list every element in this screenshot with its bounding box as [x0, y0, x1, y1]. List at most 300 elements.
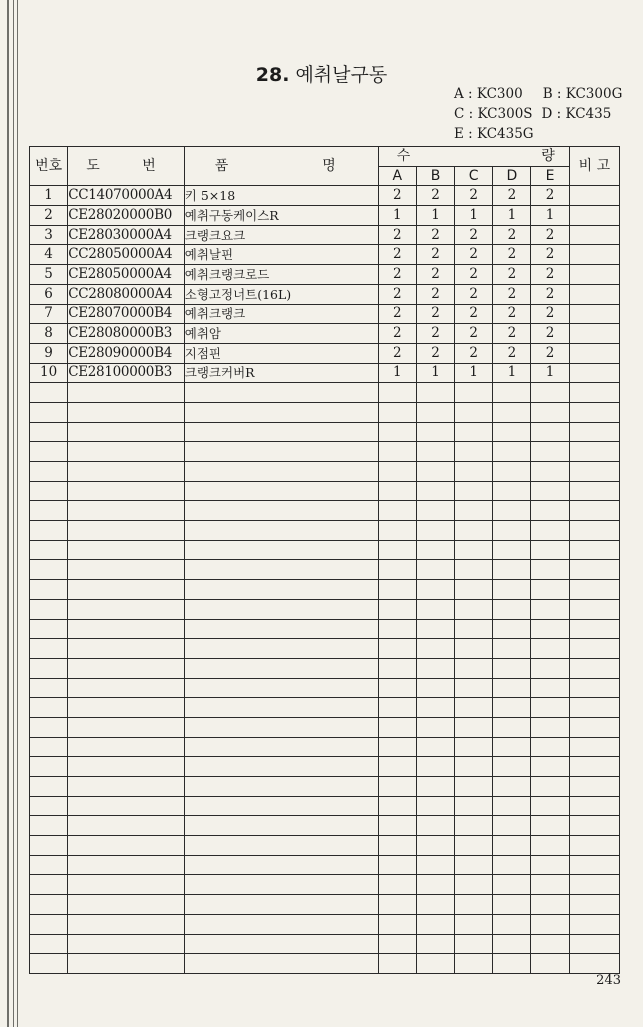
empty-cell [416, 678, 454, 698]
empty-cell [378, 619, 416, 639]
empty-cell [531, 658, 569, 678]
empty-cell [531, 698, 569, 718]
empty-cell [416, 796, 454, 816]
empty-cell [30, 796, 68, 816]
empty-row [30, 717, 620, 737]
header-name: 품 명 [184, 147, 378, 186]
part-code: CE28030000A4 [68, 225, 185, 245]
empty-row [30, 777, 620, 797]
empty-cell [378, 757, 416, 777]
empty-cell [184, 914, 378, 934]
empty-cell [378, 521, 416, 541]
part-name: 예취암 [184, 324, 378, 344]
empty-cell [184, 678, 378, 698]
empty-cell [378, 402, 416, 422]
empty-cell [416, 481, 454, 501]
empty-cell [416, 580, 454, 600]
empty-row [30, 422, 620, 442]
empty-row [30, 895, 620, 915]
empty-cell [184, 639, 378, 659]
empty-cell [569, 816, 619, 836]
empty-cell [493, 757, 531, 777]
empty-cell [531, 619, 569, 639]
empty-cell [569, 658, 619, 678]
empty-cell [378, 954, 416, 974]
empty-cell [184, 560, 378, 580]
table-row [30, 324, 620, 344]
empty-cell [455, 442, 493, 462]
empty-cell [68, 442, 185, 462]
empty-cell [68, 462, 185, 482]
empty-cell [455, 658, 493, 678]
empty-cell [378, 836, 416, 856]
empty-cell [493, 954, 531, 974]
empty-cell [378, 796, 416, 816]
empty-cell [378, 658, 416, 678]
quantity-cell: 1 [378, 363, 416, 383]
empty-cell [493, 914, 531, 934]
empty-row [30, 639, 620, 659]
empty-cell [569, 422, 619, 442]
empty-cell [531, 599, 569, 619]
empty-cell [416, 855, 454, 875]
empty-row [30, 580, 620, 600]
empty-cell [68, 737, 185, 757]
remarks-cell [569, 343, 619, 363]
quantity-cell: 2 [455, 225, 493, 245]
empty-cell [455, 501, 493, 521]
empty-cell [493, 540, 531, 560]
page-number: 243 [596, 973, 621, 988]
empty-cell [184, 402, 378, 422]
empty-cell [184, 895, 378, 915]
empty-cell [531, 934, 569, 954]
empty-cell [455, 855, 493, 875]
quantity-cell: 2 [378, 324, 416, 344]
empty-cell [378, 540, 416, 560]
empty-cell [569, 698, 619, 718]
quantity-cell: 2 [416, 265, 454, 285]
section-number: 28. [255, 64, 290, 86]
empty-cell [378, 855, 416, 875]
empty-cell [68, 914, 185, 934]
empty-cell [184, 816, 378, 836]
empty-cell [531, 875, 569, 895]
empty-cell [493, 875, 531, 895]
part-name: 지점핀 [184, 343, 378, 363]
empty-cell [569, 796, 619, 816]
empty-cell [455, 954, 493, 974]
empty-cell [455, 875, 493, 895]
quantity-cell: 1 [531, 363, 569, 383]
empty-cell [493, 383, 531, 403]
empty-cell [493, 737, 531, 757]
empty-cell [416, 619, 454, 639]
empty-cell [184, 875, 378, 895]
empty-cell [531, 737, 569, 757]
empty-cell [184, 580, 378, 600]
legend-entry: B : KC300G [542, 86, 623, 102]
row-number: 2 [30, 206, 68, 226]
empty-cell [378, 816, 416, 836]
empty-cell [184, 658, 378, 678]
binding-line [7, 0, 9, 1027]
empty-cell [378, 560, 416, 580]
section-name: 예취날구동 [295, 64, 388, 86]
remarks-cell [569, 324, 619, 344]
empty-cell [569, 855, 619, 875]
empty-cell [68, 619, 185, 639]
empty-cell [416, 422, 454, 442]
part-code: CE28020000B0 [68, 206, 185, 226]
remarks-cell [569, 363, 619, 383]
binding-line [13, 0, 14, 1027]
legend-entry: A : KC300 [454, 86, 523, 102]
empty-cell [493, 796, 531, 816]
empty-cell [30, 658, 68, 678]
table-row [30, 284, 620, 304]
empty-cell [569, 836, 619, 856]
quantity-cell: 1 [455, 206, 493, 226]
empty-row [30, 816, 620, 836]
empty-cell [569, 678, 619, 698]
empty-cell [531, 481, 569, 501]
binding-line [17, 0, 18, 1027]
quantity-cell: 2 [493, 284, 531, 304]
quantity-cell: 2 [416, 186, 454, 206]
quantity-cell: 1 [493, 206, 531, 226]
quantity-cell: 2 [455, 245, 493, 265]
empty-row [30, 698, 620, 718]
empty-cell [378, 462, 416, 482]
empty-cell [455, 422, 493, 442]
empty-cell [531, 639, 569, 659]
empty-cell [493, 777, 531, 797]
part-code: CE28100000B3 [68, 363, 185, 383]
header-model-b: B [416, 166, 454, 186]
empty-cell [68, 895, 185, 915]
empty-cell [493, 402, 531, 422]
empty-cell [455, 796, 493, 816]
quantity-cell: 2 [493, 304, 531, 324]
header-model-d: D [493, 166, 531, 186]
empty-cell [378, 383, 416, 403]
empty-cell [68, 698, 185, 718]
quantity-cell: 2 [455, 343, 493, 363]
empty-cell [184, 540, 378, 560]
empty-cell [531, 796, 569, 816]
quantity-cell: 1 [531, 206, 569, 226]
empty-cell [569, 481, 619, 501]
empty-cell [455, 895, 493, 915]
table-row [30, 245, 620, 265]
table-row [30, 206, 620, 226]
empty-cell [184, 836, 378, 856]
empty-cell [493, 934, 531, 954]
empty-cell [416, 462, 454, 482]
quantity-cell: 1 [416, 206, 454, 226]
empty-cell [68, 678, 185, 698]
empty-cell [531, 836, 569, 856]
quantity-cell: 2 [378, 265, 416, 285]
quantity-cell: 2 [531, 225, 569, 245]
empty-cell [378, 599, 416, 619]
row-number: 1 [30, 186, 68, 206]
empty-cell [569, 501, 619, 521]
quantity-cell: 2 [378, 245, 416, 265]
empty-cell [184, 717, 378, 737]
empty-cell [184, 462, 378, 482]
quantity-cell: 2 [531, 186, 569, 206]
remarks-cell [569, 206, 619, 226]
empty-cell [493, 521, 531, 541]
empty-cell [184, 383, 378, 403]
row-number: 5 [30, 265, 68, 285]
row-number: 10 [30, 363, 68, 383]
empty-cell [30, 639, 68, 659]
empty-cell [416, 698, 454, 718]
part-name: 예취구동케이스R [184, 206, 378, 226]
empty-row [30, 402, 620, 422]
empty-cell [378, 678, 416, 698]
empty-cell [30, 954, 68, 974]
empty-cell [68, 875, 185, 895]
part-code: CE28080000B3 [68, 324, 185, 344]
part-code: CC28050000A4 [68, 245, 185, 265]
empty-cell [531, 521, 569, 541]
empty-cell [378, 442, 416, 462]
empty-cell [30, 875, 68, 895]
section-title [0, 60, 643, 87]
empty-cell [531, 757, 569, 777]
empty-cell [493, 442, 531, 462]
empty-cell [455, 836, 493, 856]
empty-cell [569, 383, 619, 403]
quantity-cell: 1 [493, 363, 531, 383]
table-row [30, 225, 620, 245]
legend-row [454, 84, 622, 104]
remarks-cell [569, 245, 619, 265]
quantity-cell: 1 [455, 363, 493, 383]
empty-cell [68, 954, 185, 974]
quantity-cell: 2 [531, 324, 569, 344]
empty-cell [30, 737, 68, 757]
row-number: 8 [30, 324, 68, 344]
remarks-cell [569, 284, 619, 304]
part-name: 예취크랭크 [184, 304, 378, 324]
empty-cell [68, 383, 185, 403]
empty-cell [531, 540, 569, 560]
empty-cell [184, 934, 378, 954]
empty-cell [30, 481, 68, 501]
empty-cell [569, 580, 619, 600]
empty-cell [531, 914, 569, 934]
part-name: 소형고정너트(16L) [184, 284, 378, 304]
empty-cell [569, 442, 619, 462]
empty-cell [416, 954, 454, 974]
empty-cell [455, 678, 493, 698]
empty-cell [569, 521, 619, 541]
empty-cell [68, 639, 185, 659]
quantity-cell: 1 [416, 363, 454, 383]
empty-cell [378, 580, 416, 600]
empty-row [30, 678, 620, 698]
empty-cell [531, 580, 569, 600]
table-row [30, 265, 620, 285]
empty-cell [68, 658, 185, 678]
empty-cell [455, 481, 493, 501]
empty-cell [416, 895, 454, 915]
empty-cell [378, 875, 416, 895]
empty-cell [531, 560, 569, 580]
remarks-cell [569, 265, 619, 285]
empty-cell [455, 777, 493, 797]
empty-cell [493, 678, 531, 698]
empty-cell [416, 777, 454, 797]
empty-cell [416, 383, 454, 403]
empty-row [30, 501, 620, 521]
empty-cell [455, 757, 493, 777]
empty-cell [455, 540, 493, 560]
row-number: 9 [30, 343, 68, 363]
row-number: 6 [30, 284, 68, 304]
empty-cell [455, 737, 493, 757]
empty-cell [378, 717, 416, 737]
empty-cell [455, 717, 493, 737]
quantity-cell: 2 [378, 284, 416, 304]
empty-cell [493, 422, 531, 442]
empty-cell [569, 895, 619, 915]
empty-cell [493, 658, 531, 678]
empty-cell [30, 757, 68, 777]
empty-cell [68, 717, 185, 737]
empty-cell [184, 855, 378, 875]
quantity-cell: 2 [416, 324, 454, 344]
empty-cell [68, 521, 185, 541]
empty-cell [378, 639, 416, 659]
quantity-cell: 2 [493, 186, 531, 206]
empty-cell [30, 914, 68, 934]
empty-cell [493, 717, 531, 737]
quantity-cell: 2 [455, 265, 493, 285]
empty-cell [68, 540, 185, 560]
table-row [30, 186, 620, 206]
empty-cell [184, 777, 378, 797]
empty-cell [493, 599, 531, 619]
empty-cell [184, 521, 378, 541]
empty-cell [378, 777, 416, 797]
empty-cell [569, 560, 619, 580]
empty-cell [569, 914, 619, 934]
empty-cell [184, 757, 378, 777]
empty-cell [68, 757, 185, 777]
quantity-cell: 2 [531, 245, 569, 265]
part-code: CE28050000A4 [68, 265, 185, 285]
empty-cell [30, 895, 68, 915]
part-name: 키 5×18 [184, 186, 378, 206]
header-model-a: A [378, 166, 416, 186]
empty-cell [531, 462, 569, 482]
empty-cell [184, 481, 378, 501]
header-remarks: 비 고 [569, 147, 619, 186]
empty-row [30, 521, 620, 541]
part-code: CE28090000B4 [68, 343, 185, 363]
empty-cell [531, 954, 569, 974]
empty-cell [68, 816, 185, 836]
empty-cell [455, 599, 493, 619]
remarks-cell [569, 304, 619, 324]
empty-cell [30, 717, 68, 737]
empty-cell [531, 442, 569, 462]
empty-cell [184, 698, 378, 718]
header-quantity: 수 량 [378, 147, 569, 167]
empty-row [30, 855, 620, 875]
empty-cell [378, 501, 416, 521]
empty-row [30, 914, 620, 934]
quantity-cell: 2 [493, 225, 531, 245]
empty-cell [531, 717, 569, 737]
empty-cell [493, 501, 531, 521]
part-name: 예취크랭크로드 [184, 265, 378, 285]
part-code: CC28080000A4 [68, 284, 185, 304]
quantity-cell: 2 [455, 324, 493, 344]
empty-cell [569, 462, 619, 482]
empty-cell [531, 678, 569, 698]
empty-row [30, 658, 620, 678]
empty-cell [569, 757, 619, 777]
empty-cell [30, 698, 68, 718]
empty-cell [493, 462, 531, 482]
empty-cell [378, 481, 416, 501]
part-code: CC14070000A4 [68, 186, 185, 206]
quantity-cell: 2 [493, 265, 531, 285]
empty-cell [184, 619, 378, 639]
empty-cell [30, 619, 68, 639]
model-legend [454, 84, 622, 144]
empty-row [30, 383, 620, 403]
empty-row [30, 875, 620, 895]
empty-row [30, 442, 620, 462]
empty-cell [531, 402, 569, 422]
empty-cell [531, 501, 569, 521]
empty-cell [416, 816, 454, 836]
empty-row [30, 619, 620, 639]
empty-cell [184, 422, 378, 442]
empty-cell [30, 462, 68, 482]
empty-cell [455, 383, 493, 403]
empty-cell [493, 855, 531, 875]
empty-cell [416, 757, 454, 777]
empty-cell [68, 580, 185, 600]
empty-cell [416, 836, 454, 856]
empty-cell [493, 836, 531, 856]
empty-row [30, 737, 620, 757]
table-row [30, 363, 620, 383]
empty-row [30, 954, 620, 974]
empty-cell [416, 914, 454, 934]
quantity-cell: 2 [531, 265, 569, 285]
empty-cell [378, 934, 416, 954]
empty-cell [68, 402, 185, 422]
empty-cell [493, 580, 531, 600]
row-number: 3 [30, 225, 68, 245]
empty-cell [30, 816, 68, 836]
empty-cell [455, 698, 493, 718]
empty-cell [569, 639, 619, 659]
row-number: 7 [30, 304, 68, 324]
empty-row [30, 796, 620, 816]
empty-cell [569, 737, 619, 757]
